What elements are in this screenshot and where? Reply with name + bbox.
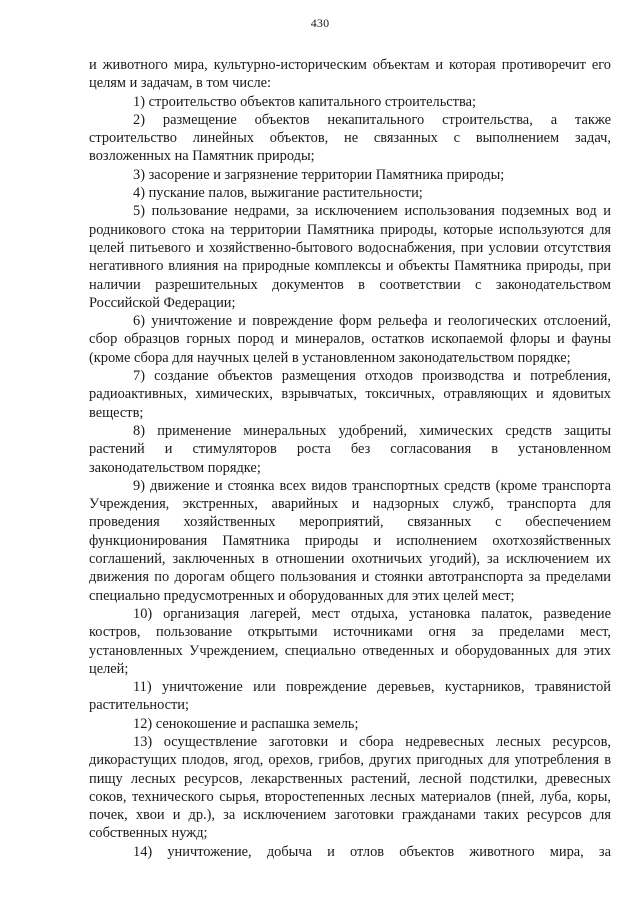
list-item: 9) движение и стоянка всех видов транспортных средств (кроме транспорта Учреждения, экстренных, аварийных и надзорных служб, транспорта для проведения хозяйственных мероприятий, связанных с обеспечением функционирования Памятника природы и исполнением охотхозяйственных соглашений, заключенных в отношении охотничьих угодий), за исключением их движения по дорогам общего пользования и стоянки автотранспорта за пределами специально предусмотренных и оборудованных для этих целей мест; <box>89 477 611 604</box>
intro-paragraph: и животного мира, культурно-историческим объектам и которая противоречит его целям и задачам, в том числе: <box>89 57 611 92</box>
list-item: 1) строительство объектов капитального строительства; <box>133 93 476 110</box>
list-item: 2) размещение объектов некапитального строительства, а также строительство линейных объектов, не связанных с выполнением задач, возложенных на Памятник природы; <box>89 111 611 165</box>
list-item: 8) применение минеральных удобрений, химических средств защиты растений и стимуляторов роста без согласования в установленном законодательством порядке; <box>89 422 611 476</box>
list-item: 5) пользование недрами, за исключением использования подземных вод и родникового стока на территории Памятника природы, которые используются для целей питьевого и хозяйственно-бытового водоснабжения, при условии отсутствия негативного влияния на природные комплексы и объекты Памятника природы, при наличии разрешительных документов в соответствии с законодательством Российской Федерации; <box>89 203 611 311</box>
list-item: 4) пускание палов, выжигание растительности; <box>133 185 423 202</box>
list-item: 12) сенокошение и распашка земель; <box>133 715 359 732</box>
list-item: 10) организация лагерей, мест отдыха, установка палаток, разведение костров, пользование открытыми источниками огня за пределами мест, установленных Учреждением, специально отведенных и оборудованных для этих целей; <box>89 605 611 677</box>
list-item: 6) уничтожение и повреждение форм рельефа и геологических отслоений, сбор образцов горных пород и минералов, остатков ископаемой флоры и фауны (кроме сбора для научных целей в установленном законодательством порядке; <box>89 313 611 366</box>
page-number: 430 <box>310 16 330 30</box>
list-item: 3) засорение и загрязнение территории Памятника природы; <box>133 166 505 183</box>
list-item: 13) осуществление заготовки и сбора недревесных лесных ресурсов, дикорастущих плодов, ягод, орехов, грибов, других пригодных для употребления в пищу лесных ресурсов, лекарственных растений, лесной подстилки, древесных соков, технического сырья, второстепенных лесных материалов (пней, луба, коры, почек, хвои и др.), за исключением заготовки гражданами таких ресурсов для собственных нужд; <box>89 733 611 842</box>
list-item: 11) уничтожение или повреждение деревьев, кустарников, травянистой растительности; <box>89 679 611 714</box>
list-item: 14) уничтожение, добыча и отлов объектов животного мира, за <box>133 843 611 860</box>
document-body <box>89 56 611 861</box>
list-item: 7) создание объектов размещения отходов производства и потребления, радиоактивных, химических, взрывчатых, токсичных, отравляющих и ядовитых веществ; <box>89 368 611 421</box>
